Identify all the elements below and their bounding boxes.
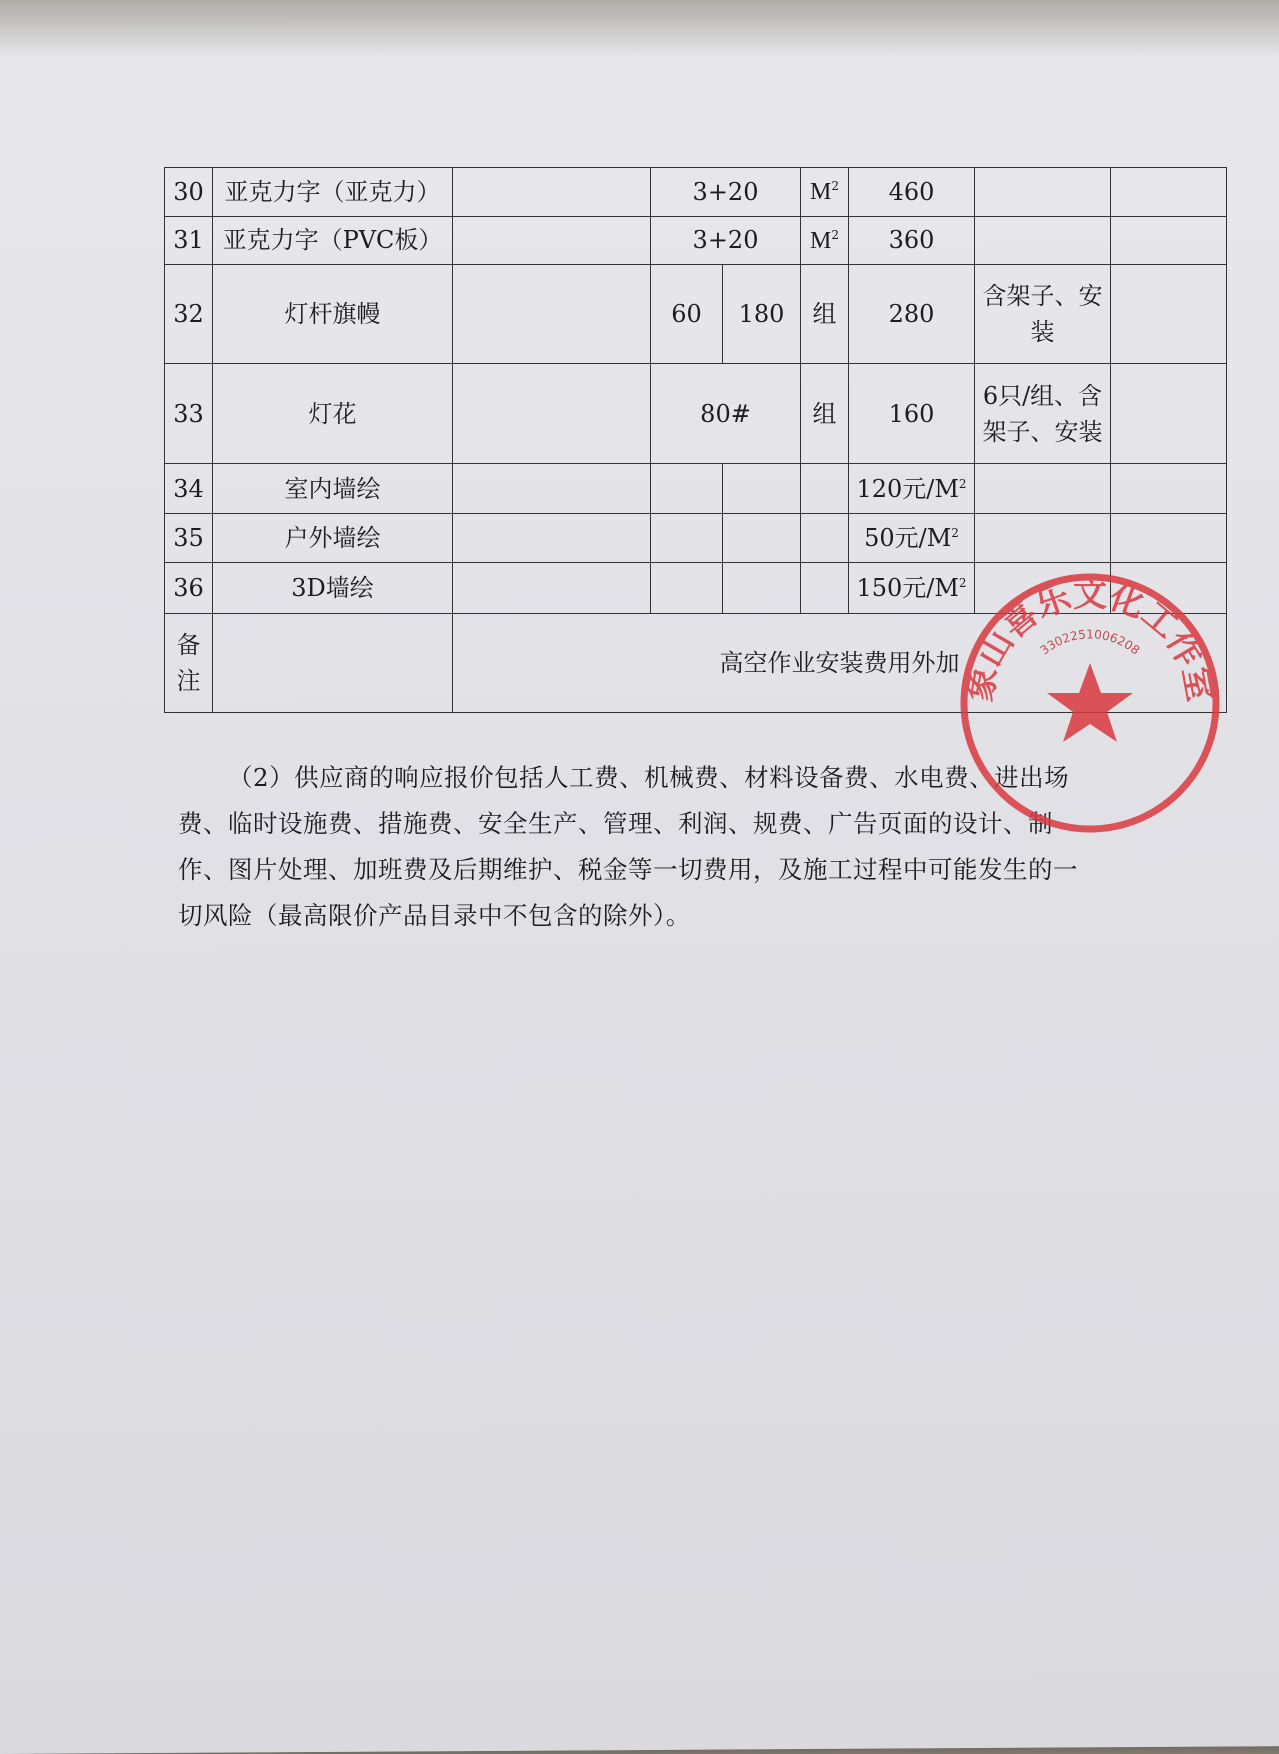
item-unit: $M^2$ (801, 168, 849, 217)
item-price: 460 (849, 168, 975, 217)
row-no: 30 (165, 168, 213, 217)
item-name: 户外墙绘 (213, 514, 453, 563)
table-row (165, 514, 1227, 563)
item-name: 亚克力字（PVC板） (213, 216, 453, 265)
remark-text: 高空作业安装费用外加 (453, 613, 1227, 712)
table-row (165, 265, 1227, 364)
item-note: 含架子、安装 (975, 265, 1111, 364)
terms-paragraph: （2）供应商的响应报价包括人工费、机械费、材料设备费、水电费、进出场费、临时设施费、措施费、安全生产、管理、利润、规费、广告页面的设计、制作、图片处理、加班费及后期维护、税金等一切费用，及施工过程中可能发生的一切风险（最高限价产品目录中不包含的除外）。 (178, 763, 1078, 930)
row-no: 35 (165, 514, 213, 563)
row-no: 36 (165, 562, 213, 613)
item-spec: 80# (651, 364, 801, 463)
item-price: 360 (849, 216, 975, 265)
item-note: 6只/组、含架子、安装 (975, 364, 1111, 463)
row-no: 32 (165, 265, 213, 364)
item-unit: 组 (801, 364, 849, 463)
seal-number: 3302251006208 (1037, 627, 1143, 658)
item-name: 灯花 (213, 364, 453, 463)
item-spec-a: 60 (651, 265, 723, 364)
item-note (975, 216, 1111, 265)
table-row (165, 216, 1227, 265)
row-no: 33 (165, 364, 213, 463)
item-price: 160 (849, 364, 975, 463)
official-seal (955, 568, 1225, 838)
item-price: 280 (849, 265, 975, 364)
item-name: 亚克力字（亚克力） (213, 168, 453, 217)
item-name: 灯杆旗幔 (213, 265, 453, 364)
table-row (165, 364, 1227, 463)
item-name: 室内墙绘 (213, 463, 453, 514)
item-unit: $M^2$ (801, 216, 849, 265)
item-price: 150元$/M^2$ (849, 562, 975, 613)
item-price: 120元$/M^2$ (849, 463, 975, 514)
item-name: 3D墙绘 (213, 562, 453, 613)
item-spec-b: 180 (723, 265, 801, 364)
table-row (165, 463, 1227, 514)
desk-edge (0, 0, 1279, 60)
item-spec: 3+20 (651, 216, 801, 265)
star-icon (1047, 663, 1133, 742)
seal-text: 象山喜乐文化工作室 (960, 574, 1220, 705)
item-note (975, 168, 1111, 217)
item-unit: 组 (801, 265, 849, 364)
item-spec: 3+20 (651, 168, 801, 217)
table-row (165, 168, 1227, 217)
row-no: 34 (165, 463, 213, 514)
item-price: 50元$/M^2$ (849, 514, 975, 563)
remark-label: 备 注 (165, 613, 213, 712)
row-no: 31 (165, 216, 213, 265)
